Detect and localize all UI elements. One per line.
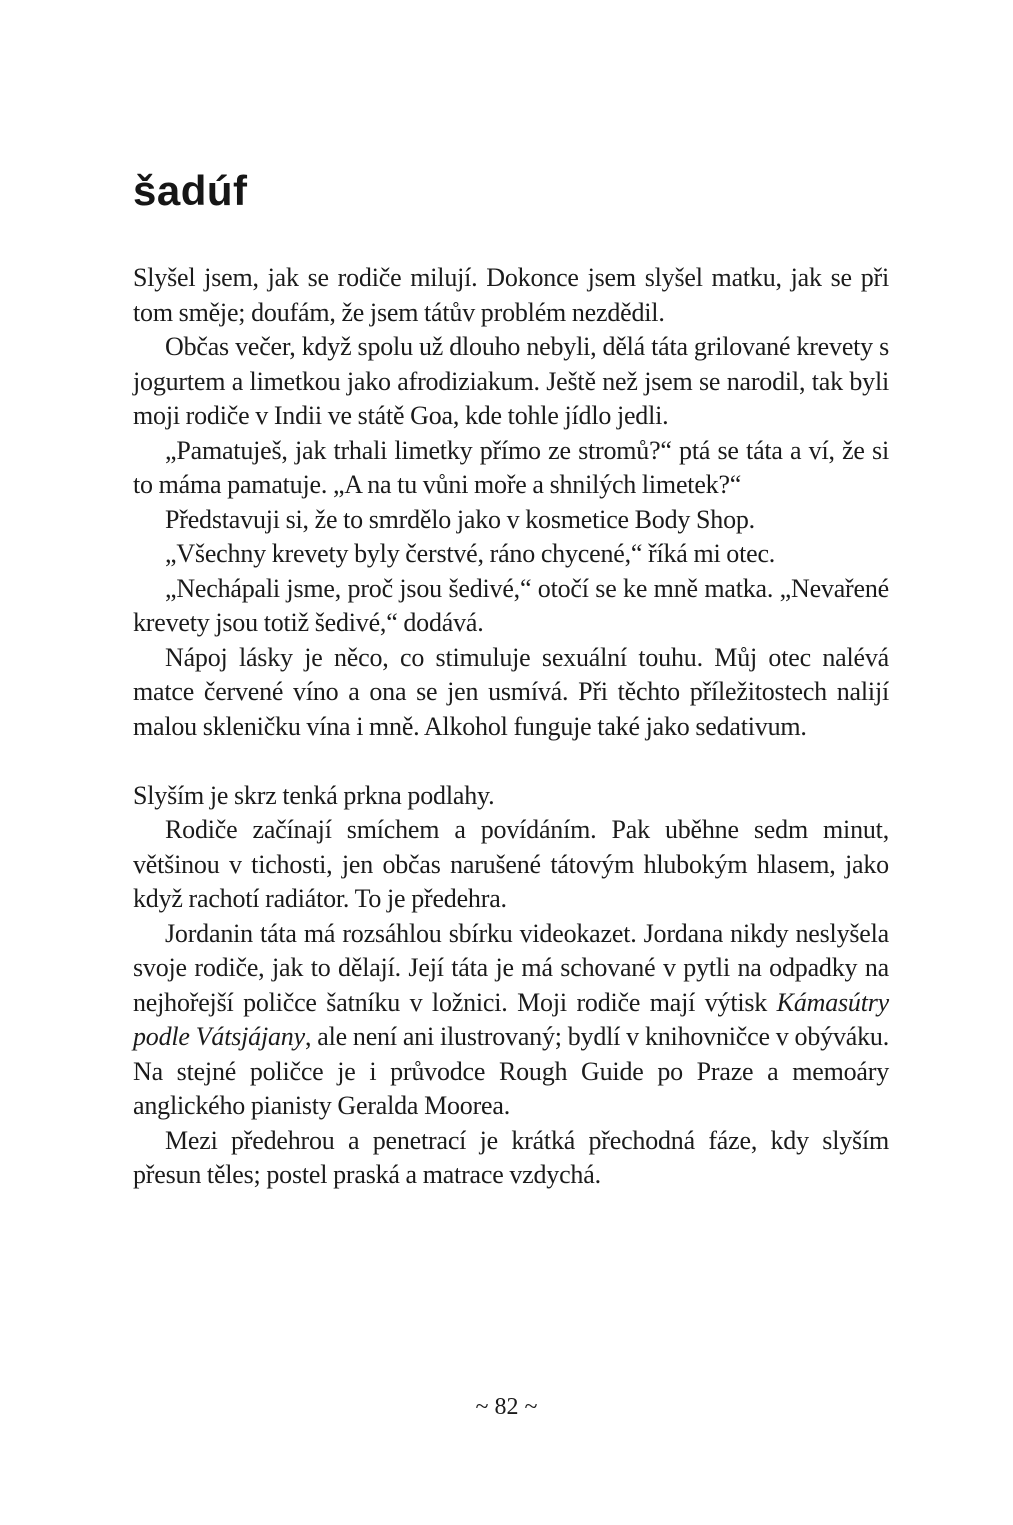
paragraph-text-segment: , ale není ani ilustrovaný; bydlí v knihovničce v obýváku. Na stejné poličce je i průvodce Rough Guide po Praze a memoáry anglického pianisty Geralda Moorea. bbox=[133, 1022, 889, 1120]
body-paragraph-section-start: Slyším je skrz tenká prkna podlahy. bbox=[133, 780, 495, 810]
chapter-title: šadúf bbox=[133, 167, 248, 215]
body-paragraph: Občas večer, když spolu už dlouho nebyli, dělá táta grilované krevety s jogurtem a limetkou jako afrodiziakum. Ještě než jsem se narodil, tak byli moji rodiče v Indii ve státě Goa, kde tohle jídlo jedli. bbox=[133, 332, 889, 430]
body-paragraph: Slyšel jsem, jak se rodiče milují. Dokonce jsem slyšel matku, jak se při tom směje; doufám, že jsem tátův problém nezdědil. bbox=[133, 263, 889, 327]
body-paragraph: „Všechny krevety byly čerstvé, ráno chycené,“ říká mi otec. bbox=[165, 539, 776, 568]
body-paragraph: „Nechápali jsme, proč jsou šedivé,“ otočí se ke mně matka. „Nevařené krevety jsou totiž šedivé,“ dodává. bbox=[133, 573, 889, 637]
body-paragraph: Mezi předehrou a penetrací je krátká přechodná fáze, kdy slyším přesun těles; postel praská a matrace vzdychá. bbox=[133, 1125, 889, 1189]
body-paragraph: „Pamatuješ, jak trhali limetky přímo ze stromů?“ ptá se táta a ví, že si to máma pamatuje. „A na tu vůni moře a shnilých limetek?“ bbox=[133, 435, 889, 499]
body-paragraph: Představuji si, že to smrdělo jako v kosmetice Body Shop. bbox=[165, 504, 755, 534]
body-paragraph: Nápoj lásky je něco, co stimuluje sexuální touhu. Můj otec nalévá matce červené víno a ona se jen usmívá. Při těchto příležitostech nalijí malou skleničku vína i mně. Alkohol funguje také jako sedativum. bbox=[133, 642, 889, 741]
paragraph-text-segment: Jordanin táta má rozsáhlou sbírku videokazet. Jordana nikdy neslyšela svoje rodiče, jak to dělají. Její táta je má schované v pytli na odpadky na nejhořejší poličce šatníku v ložnici. Moji rodiče mají výtisk bbox=[133, 918, 889, 1017]
body-paragraph: Rodiče začínají smíchem a povídáním. Pak uběhne sedm minut, většinou v tichosti, jen občas narušené tátovým hlubokým hlasem, jako když rachotí radiátor. To je předehra. bbox=[133, 815, 889, 913]
body-paragraph bbox=[133, 917, 889, 1124]
book-title-italic: Kámasútry podle Vátsjájany bbox=[133, 987, 889, 1051]
body-text-block bbox=[133, 261, 889, 1193]
page-number: ~ 82 ~ bbox=[475, 1394, 538, 1420]
